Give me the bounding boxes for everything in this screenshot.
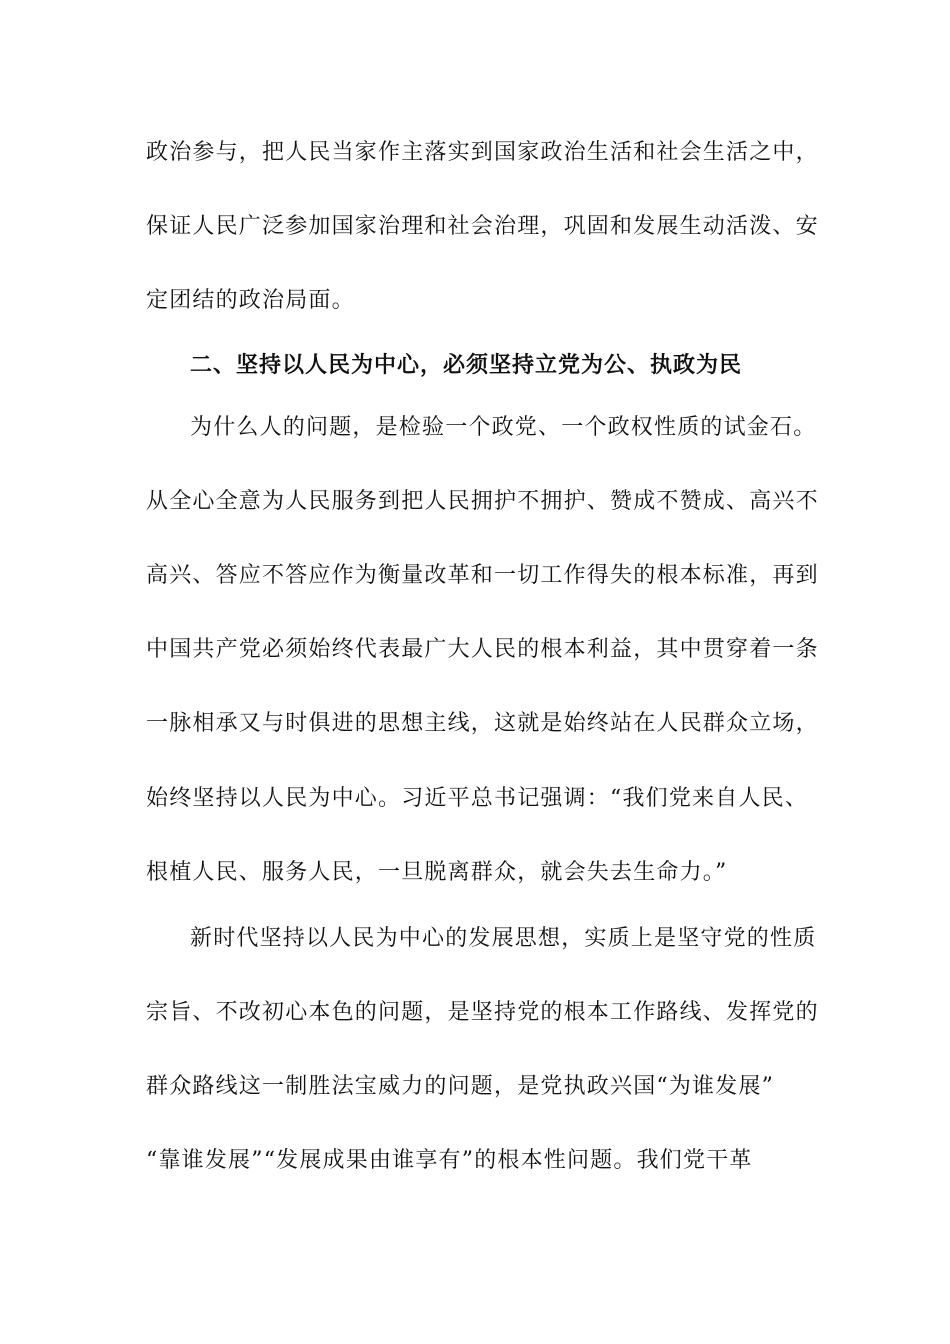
paragraph-2-line-4: 中国共产党必须始终代表最广大人民的根本利益，其中贯穿着一条 xyxy=(146,637,819,662)
paragraph-2-line-7: 根植人民、服务人民，一旦脱离群众，就会失去生命力。” xyxy=(146,860,728,885)
paragraph-2-line-3: 高兴、答应不答应作为衡量改革和一切工作得失的根本标准，再到 xyxy=(146,563,819,588)
paragraph-2-line-6: 始终坚持以人民为中心。习近平总书记强调：“我们党来自人民、 xyxy=(146,786,809,811)
paragraph-3-line-1: 新时代坚持以人民为中心的发展思想，实质上是坚守党的性质 xyxy=(190,926,817,951)
paragraph-3-line-3: 群众路线这一制胜法宝威力的问题，是党执政兴国“为谁发展” xyxy=(146,1074,775,1099)
paragraph-1-line-2: 保证人民广泛参加国家治理和社会治理，巩固和发展生动活泼、安 xyxy=(146,214,819,239)
paragraph-3-line-4: “靠谁发展”“发展成果由谁享有”的根本性问题。我们党干革 xyxy=(146,1148,753,1173)
paragraph-2-line-1: 为什么人的问题，是检验一个政党、一个政权性质的试金石。 xyxy=(190,415,817,440)
paragraph-1-line-1: 政治参与，把人民当家作主落实到国家政治生活和社会生活之中， xyxy=(146,140,819,165)
paragraph-1-line-3: 定团结的政治局面。 xyxy=(146,288,355,313)
paragraph-2-line-5: 一脉相承又与时俱进的思想主线，这就是始终站在人民群众立场， xyxy=(146,711,819,736)
section-heading: 二、坚持以人民为中心，必须坚持立党为公、执政为民 xyxy=(190,352,743,378)
paragraph-2-line-2: 从全心全意为人民服务到把人民拥护不拥护、赞成不赞成、高兴不 xyxy=(146,489,819,514)
paragraph-3-line-2: 宗旨、不改初心本色的问题，是坚持党的根本工作路线、发挥党的 xyxy=(146,1000,819,1025)
